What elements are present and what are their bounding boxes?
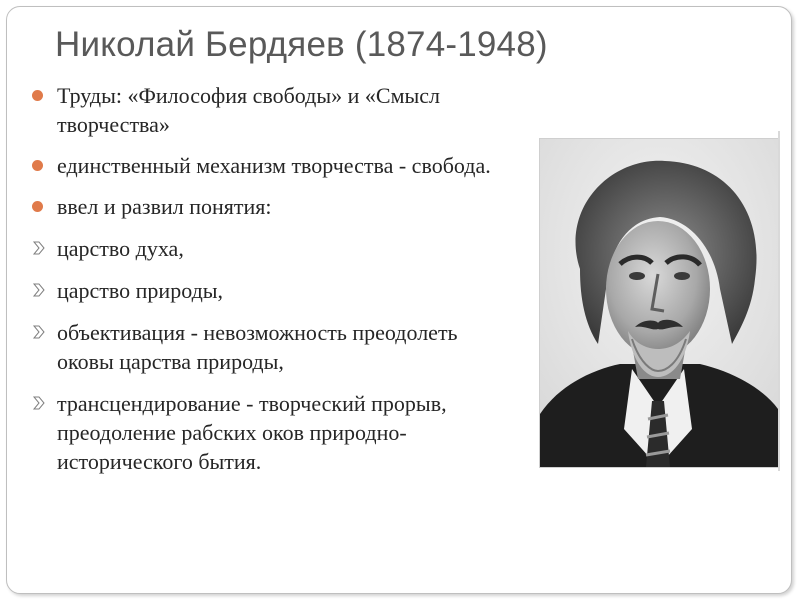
list-item — [29, 151, 519, 180]
list-item-text: ввел и развил понятия: — [57, 194, 272, 219]
list-item-text: объективация - невозможность преодолеть оковы царства природы, — [57, 320, 458, 374]
portrait-photo — [539, 138, 779, 468]
portrait-image — [540, 139, 778, 467]
arrow-bullet-icon — [31, 240, 47, 256]
list-item-text: трансцендирование - творческий прорыв, преодоление рабских оков природно-исторического бытия. — [57, 391, 447, 474]
round-bullet-icon — [32, 90, 43, 101]
list-item — [29, 192, 519, 221]
list-item-text: единственный механизм творчества - свобода. — [57, 153, 491, 178]
arrow-bullet-icon — [31, 282, 47, 298]
list-item — [29, 318, 519, 376]
slide-title: Николай Бердяев (1874-1948) — [55, 25, 548, 64]
list-item — [29, 81, 519, 139]
round-bullet-icon — [32, 160, 43, 171]
list-item — [29, 276, 519, 305]
photo-border-line — [778, 131, 780, 471]
list-item — [29, 234, 519, 263]
list-item — [29, 389, 519, 476]
slide — [6, 6, 792, 594]
bullet-list — [29, 81, 519, 476]
round-bullet-icon — [32, 201, 43, 212]
list-item-text: Труды: «Философия свободы» и «Смысл творчества» — [57, 83, 441, 137]
list-item-text: царство духа, — [57, 236, 184, 261]
arrow-bullet-icon — [31, 324, 47, 340]
arrow-bullet-icon — [31, 395, 47, 411]
list-item-text: царство природы, — [57, 278, 224, 303]
